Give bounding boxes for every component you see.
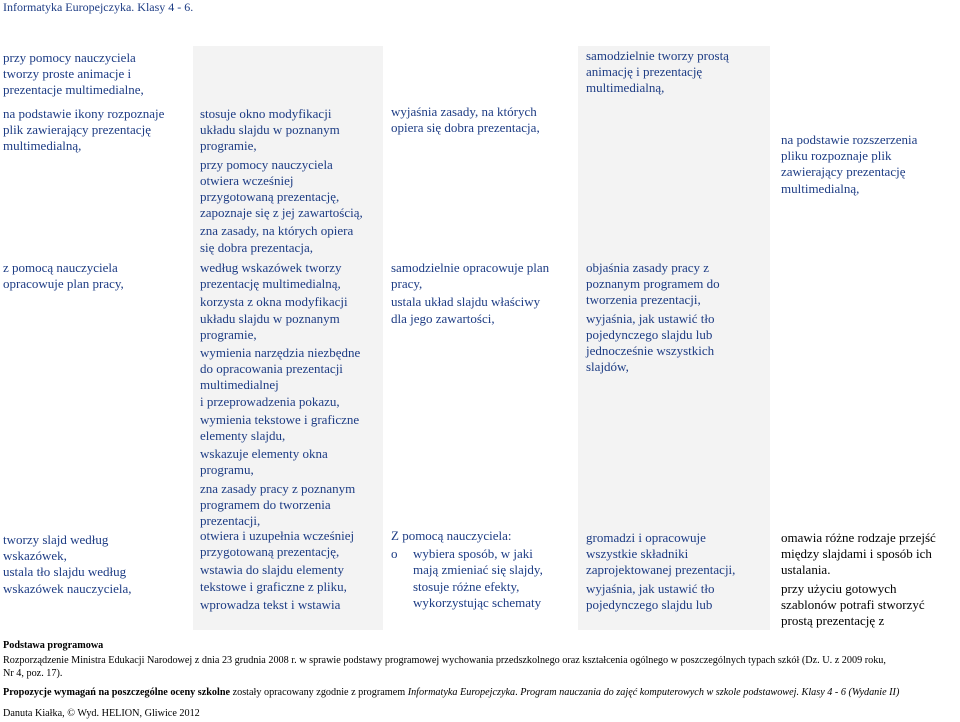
text-line: między slajdami i sposób ich (781, 546, 932, 562)
footer-proposals-italic: Program nauczania do zajęć komputerowych w szkole podstawowej. Klasy 4 - 6 (Wydanie II) (520, 687, 900, 698)
footer-basis-title: Podstawa programowa (3, 640, 104, 651)
list-item-text: mają zmieniać się slajdy, (413, 562, 543, 578)
text-line: elementy slajdu, (200, 428, 286, 444)
footer-proposals-text: zostały opracowany zgodnie z programem (230, 687, 408, 698)
text-line: pojedynczego slajdu lub (586, 326, 713, 342)
text-line: pracy, (391, 276, 423, 292)
text-line: wyjaśnia zasady, na których (391, 104, 537, 119)
text-line: do opracowania prezentacji (200, 361, 343, 377)
list-item (391, 595, 576, 611)
list-title: Z pomocą nauczyciela: (391, 528, 512, 543)
text-line: gromadzi i opracowuje (586, 530, 706, 545)
footer-basis-line: Rozporządzenie Ministra Edukacji Narodowej z dnia 23 grudnia 2008 r. w sprawie podstawy programowej wychowania przedszkolnego oraz kształcenia ogólnego w poszczególnych typach szkół (Dz. U. z 2009 roku, (3, 655, 886, 666)
row2-col5-cell (781, 132, 959, 197)
row2-col3-cell (391, 104, 576, 136)
text-line: pojedynczego slajdu lub (586, 596, 713, 612)
row4-col2-cell (200, 528, 380, 613)
text-line: multimedialnej (200, 377, 279, 393)
text-line: prezentacje multimedialne, (3, 82, 144, 98)
row4-col1-cell (3, 532, 188, 597)
row3-col1-cell (3, 260, 188, 292)
text-line: prezentację multimedialną, (200, 276, 341, 292)
text-line: wskazuje elementy okna (200, 446, 328, 462)
row2-col2-cell (200, 106, 380, 256)
footer-basis-line: Nr 4, poz. 17). (3, 667, 63, 679)
text-line: ustala tło slajdu według (3, 564, 127, 580)
text-line: prostą prezentację z (781, 613, 885, 629)
row3-col3-cell (391, 260, 576, 327)
text-line: i przeprowadzenia pokazu, (200, 393, 340, 409)
text-line: przy użyciu gotowych (781, 580, 897, 596)
text-line: tworzy slajd według (3, 532, 109, 547)
footer-proposals-dot: . (515, 687, 521, 698)
text-line: przygotowaną prezentację, (200, 189, 340, 205)
text-line: dla jego zawartości, (391, 310, 495, 326)
text-line: ustalania. (781, 562, 831, 578)
row1-col4-cell (586, 48, 766, 97)
text-line: tworzenia prezentacji, (586, 292, 701, 308)
text-line: korzysta z okna modyfikacji (200, 294, 348, 310)
list-item-text: wybiera sposób, w jaki (413, 546, 533, 562)
row3-col2-cell (200, 260, 380, 529)
footer-proposals-italic: Informatyka Europejczyka (407, 687, 516, 698)
footer-proposals (3, 687, 960, 700)
text-line: wymienia narzędzia niezbędne (200, 345, 361, 361)
text-line: wskazówek nauczyciela, (3, 580, 132, 596)
text-line: zna zasady, na których opiera (200, 223, 354, 239)
text-line: samodzielnie opracowuje plan (391, 260, 550, 275)
list-item (391, 562, 576, 578)
document-header: Informatyka Europejczyka. Klasy 4 - 6. (3, 0, 194, 14)
text-line: przy pomocy nauczyciela (3, 50, 136, 65)
row1-col1-cell (3, 50, 188, 99)
text-line: według wskazówek tworzy (200, 260, 342, 275)
text-line: pliku rozpoznaje plik (781, 148, 892, 164)
text-line: jednocześnie wszystkich (586, 343, 715, 359)
row3-col4-cell (586, 260, 766, 375)
text-line: animację i prezentację (586, 64, 703, 80)
text-line: tekstowe i graficzne z pliku, (200, 578, 347, 594)
text-line: omawia różne rodzaje przejść (781, 530, 936, 545)
text-line: wyjaśnia, jak ustawić tło (586, 580, 715, 596)
list-item (391, 546, 576, 562)
footer-basis-text (3, 655, 960, 680)
text-line: wyjaśnia, jak ustawić tło (586, 310, 715, 326)
text-line: otwiera wcześniej (200, 172, 294, 188)
list-item-text: stosuje różne efekty, (413, 578, 520, 594)
row2-col1-cell (3, 106, 193, 155)
text-line: slajdów, (586, 359, 629, 375)
text-line: multimedialną, (781, 180, 860, 196)
text-line: plik zawierający prezentację (3, 122, 151, 138)
text-line: przygotowaną prezentację, (200, 544, 340, 560)
text-line: wprowadza tekst i wstawia (200, 596, 341, 612)
text-line: objaśnia zasady pracy z (586, 260, 710, 275)
text-line: tworzy proste animacje i (3, 66, 132, 82)
text-line: multimedialną, (586, 80, 665, 96)
text-line: zna zasady pracy z poznanym (200, 480, 356, 496)
text-line: układu slajdu w poznanym (200, 122, 340, 138)
text-line: opiera się dobra prezentacja, (391, 120, 540, 136)
text-line: prezentacji, (200, 513, 261, 529)
bullet-icon: o (391, 546, 398, 562)
text-line: samodzielnie tworzy prostą (586, 48, 729, 63)
text-line: programie, (200, 326, 257, 342)
text-line: z pomocą nauczyciela (3, 260, 118, 275)
text-line: wskazówek, (3, 548, 67, 564)
text-line: szablonów potrafi stworzyć (781, 596, 925, 612)
row4-col3-cell (391, 528, 576, 611)
footer-proposals-bold: Propozycje wymagań na poszczególne oceny szkolne (3, 687, 231, 698)
text-line: wszystkie składniki (586, 546, 689, 562)
row4-col5-cell (781, 530, 959, 629)
text-line: programem do tworzenia (200, 496, 331, 512)
text-line: zapoznaje się z jej zawartością, (200, 205, 363, 221)
row4-col4-cell (586, 530, 766, 613)
text-line: wstawia do slajdu elementy (200, 562, 345, 578)
list-item-text: wykorzystując schematy (413, 594, 542, 610)
text-line: multimedialną, (3, 138, 82, 154)
text-line: stosuje okno modyfikacji (200, 106, 332, 121)
text-line: opracowuje plan pracy, (3, 276, 124, 292)
text-line: zawierający prezentację (781, 164, 906, 180)
list-item (391, 579, 576, 595)
text-line: na podstawie ikony rozpoznaje (3, 106, 165, 121)
text-line: układu slajdu w poznanym (200, 310, 340, 326)
text-line: otwiera i uzupełnia wcześniej (200, 528, 355, 543)
text-line: zaprojektowanej prezentacji, (586, 562, 736, 578)
text-line: programie, (200, 138, 257, 154)
text-line: programu, (200, 462, 254, 478)
text-line: się dobra prezentacja, (200, 239, 313, 255)
text-line: ustala układ slajdu właściwy (391, 294, 541, 310)
text-line: przy pomocy nauczyciela (200, 156, 333, 172)
text-line: na podstawie rozszerzenia (781, 132, 918, 147)
footer-copyright: Danuta Kiałka, © Wyd. HELION, Gliwice 2012 (3, 708, 200, 719)
text-line: poznanym programem do (586, 276, 720, 292)
text-line: wymienia tekstowe i graficzne (200, 411, 360, 427)
bullet-list (391, 546, 576, 611)
